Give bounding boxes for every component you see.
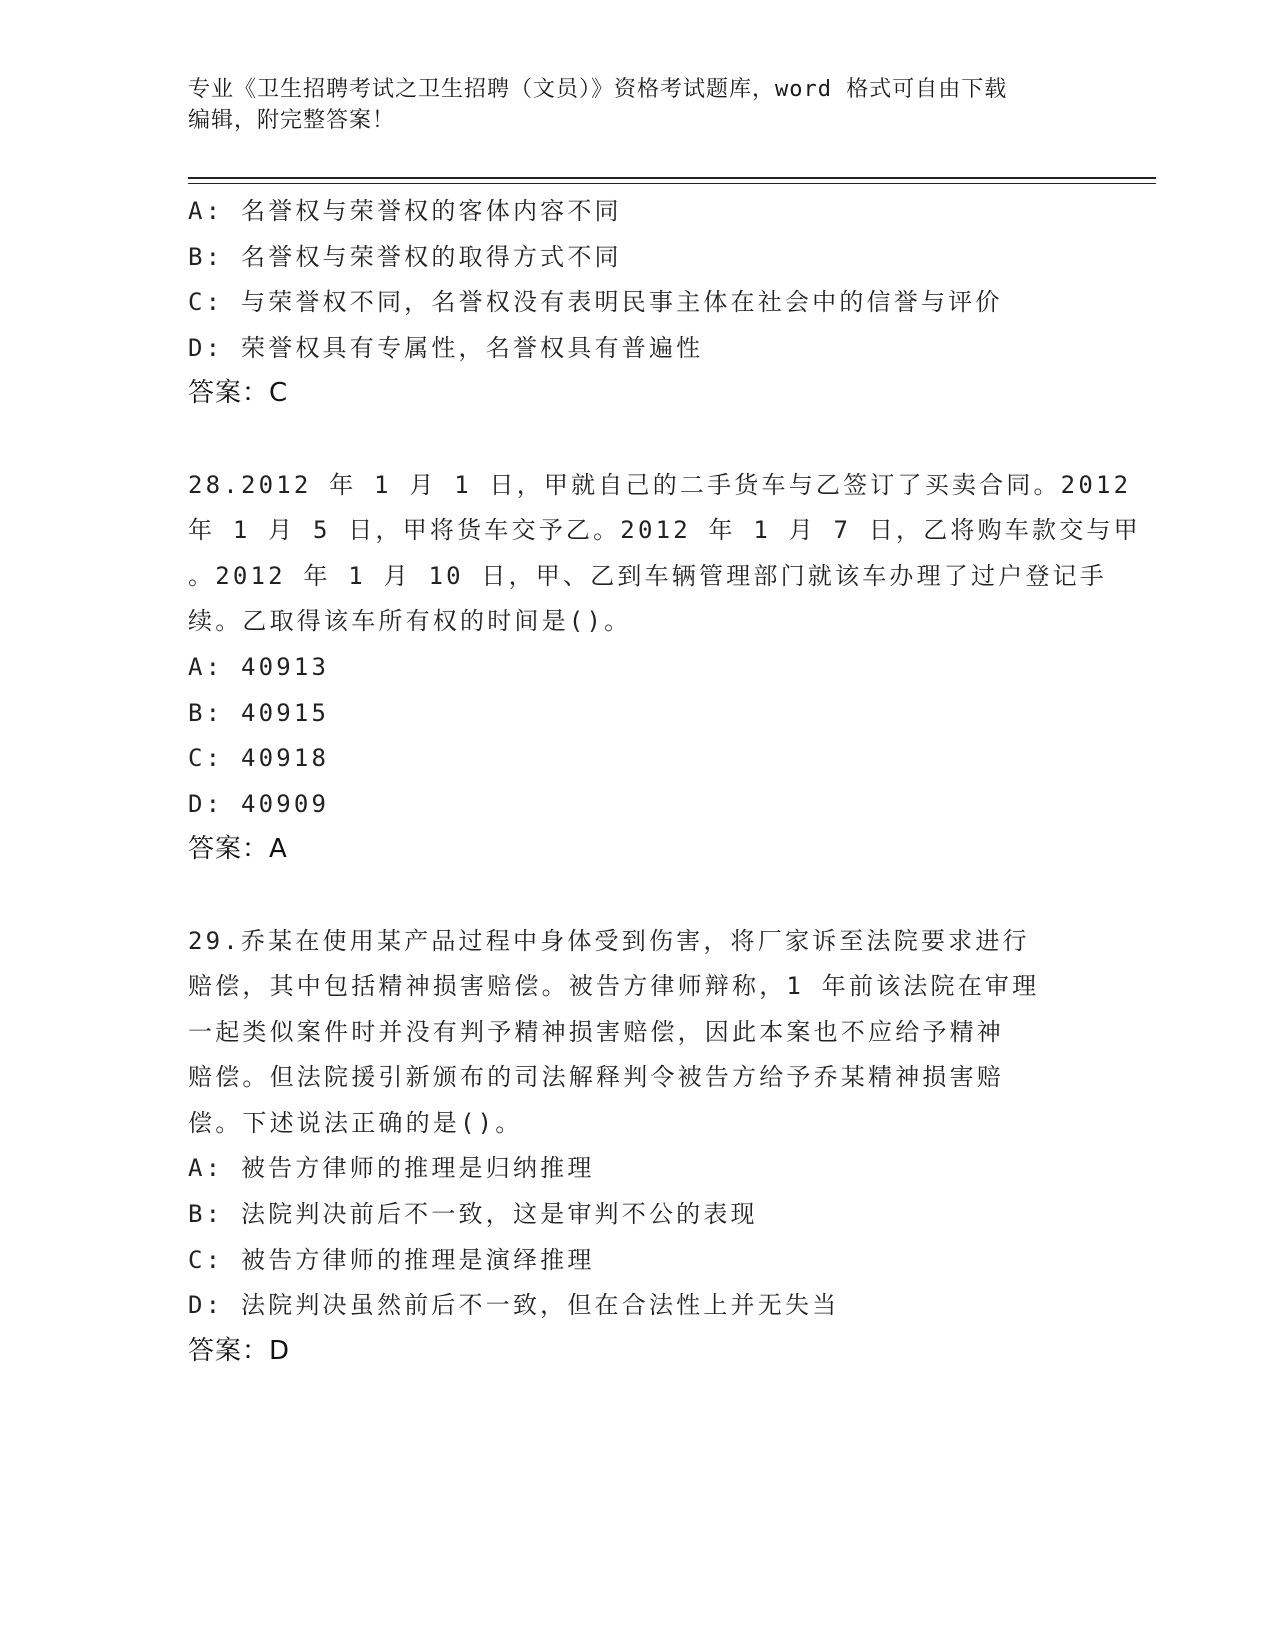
option-b: B: 法院判决前后不一致，这是审判不公的表现 <box>188 1200 758 1229</box>
header-divider-thick <box>188 177 1156 179</box>
question-stem-line: 赔偿，其中包括精神损害赔偿。被告方律师辩称，1 年前该法院在审理 <box>188 972 1040 1001</box>
document-header <box>188 74 1088 136</box>
option-d: D: 法院判决虽然前后不一致，但在合法性上并无失当 <box>188 1291 840 1320</box>
header-line-2: 编辑，附完整答案！ <box>188 108 396 133</box>
question-stem-line: 28.2012 年 1 月 1 日，甲就自己的二手货车与乙签订了买卖合同。2012 <box>188 470 1132 499</box>
document-body <box>188 189 1141 1374</box>
question-stem-line: 年 1 月 5 日，甲将货车交予乙。2012 年 1 月 7 日，乙将购车款交与甲 <box>188 516 1141 545</box>
option-a: A: 40913 <box>188 652 330 681</box>
question-stem-line: 。2012 年 1 月 10 日，甲、乙到车辆管理部门就该车办理了过户登记手 <box>188 561 1107 590</box>
answer-line: 答案：A <box>188 834 288 865</box>
option-a: A: 被告方律师的推理是归纳推理 <box>188 1154 595 1183</box>
prev-question-block <box>188 189 1088 417</box>
option-d: D: 荣誉权具有专属性，名誉权具有普遍性 <box>188 333 704 362</box>
question-stem-line: 一起类似案件时并没有判予精神损害赔偿，因此本案也不应给予精神 <box>188 1017 1004 1046</box>
option-a: A: 名誉权与荣誉权的客体内容不同 <box>188 197 622 225</box>
question-28-block <box>188 463 1141 873</box>
option-d: D: 40909 <box>188 789 330 818</box>
spacer <box>188 873 1088 919</box>
answer-line: 答案：C <box>188 378 289 409</box>
option-c: C: 与荣誉权不同，名誉权没有表明民事主体在社会中的信誉与评价 <box>188 288 1003 317</box>
option-b: B: 名誉权与荣誉权的取得方式不同 <box>188 242 622 271</box>
question-stem-line: 29.乔某在使用某产品过程中身体受到伤害，将厂家诉至法院要求进行 <box>188 926 1030 955</box>
option-c: C: 40918 <box>188 744 330 773</box>
header-divider-thin <box>188 183 1156 184</box>
answer-line: 答案：D <box>188 1335 291 1366</box>
option-c: C: 被告方律师的推理是演绎推理 <box>188 1245 595 1274</box>
header-line-1: 专业《卫生招聘考试之卫生招聘（文员）》资格考试题库，word 格式可自由下载 <box>188 77 1008 102</box>
question-29-block <box>188 919 1088 1375</box>
question-stem-line: 赔偿。但法院援引新颁布的司法解释判令被告方给予乔某精神损害赔 <box>188 1063 1004 1092</box>
option-b: B: 40915 <box>188 698 330 727</box>
spacer <box>188 417 1088 463</box>
question-stem-line: 续。乙取得该车所有权的时间是()。 <box>188 607 632 636</box>
question-stem-line: 偿。下述说法正确的是()。 <box>188 1108 523 1137</box>
